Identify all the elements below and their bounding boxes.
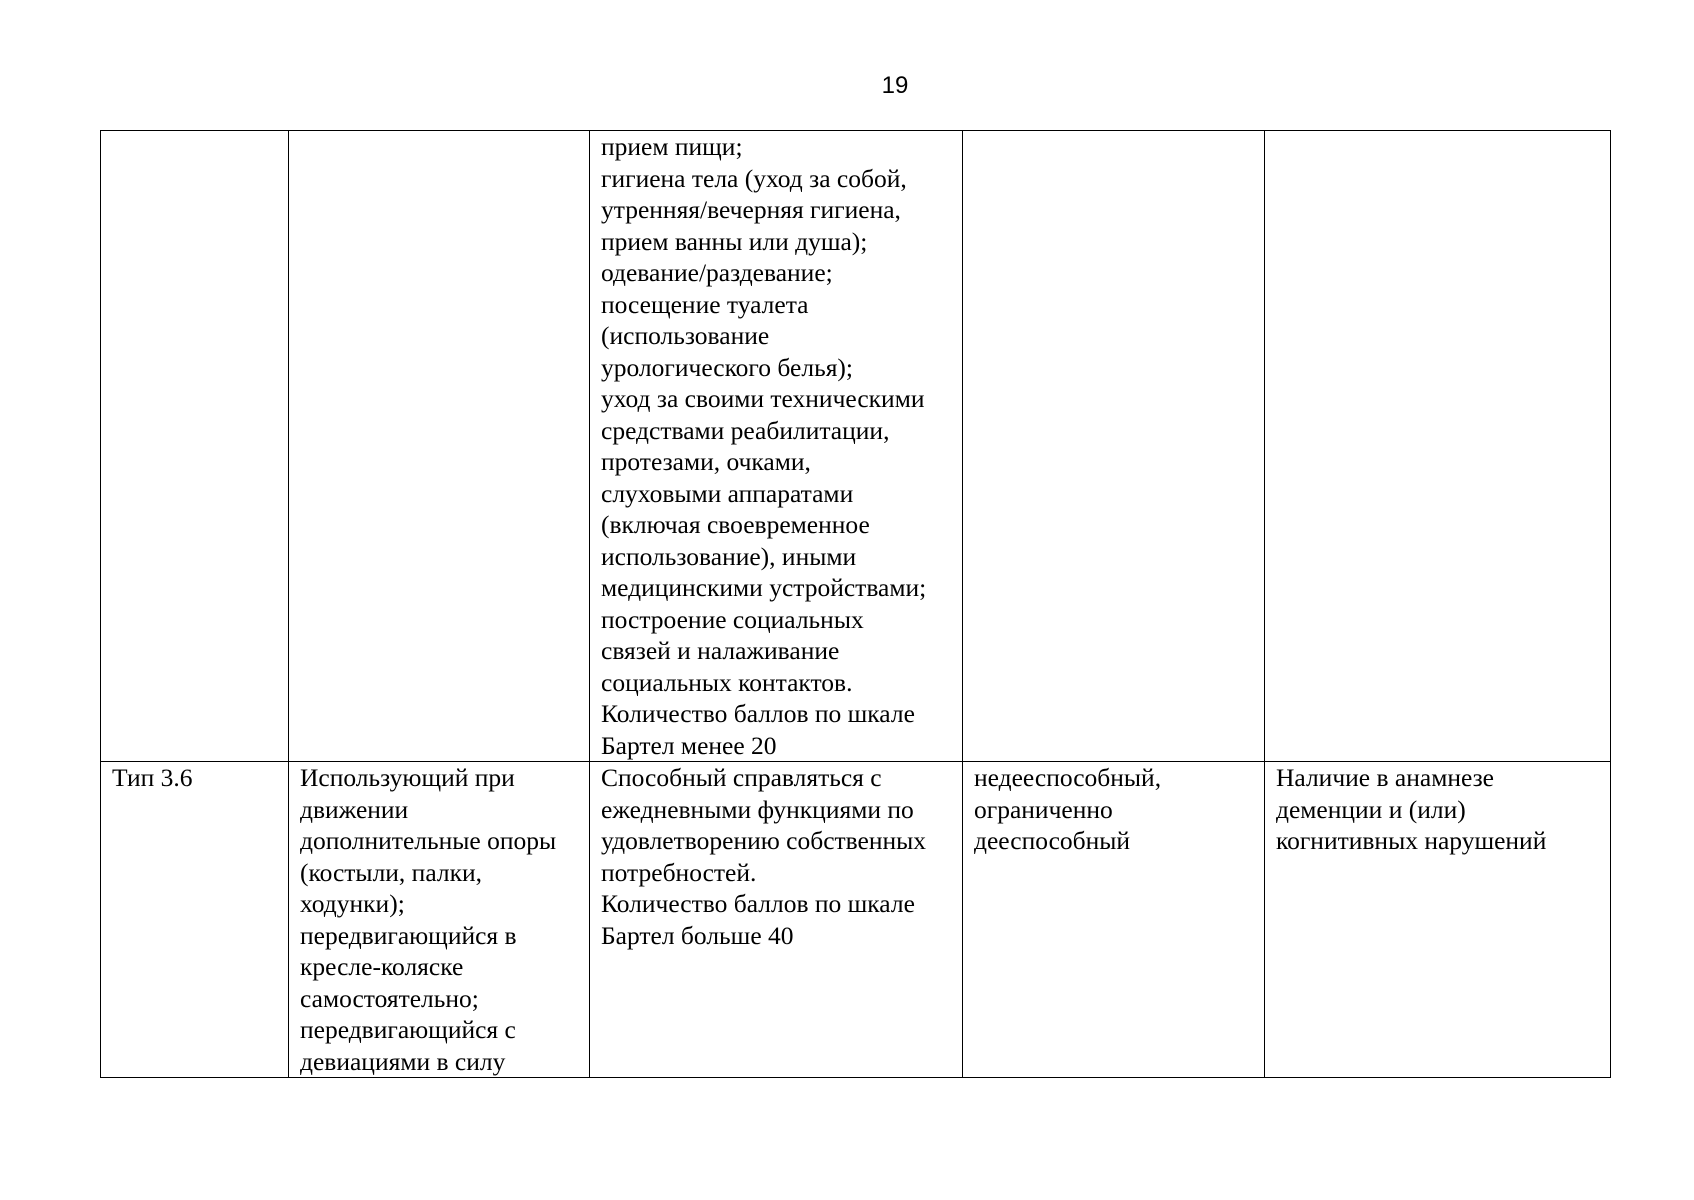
cell-text-line: прием ванны или душа); [601, 226, 868, 256]
mobility-cell [289, 131, 590, 762]
cell-text-line: Количество баллов по шкале [601, 699, 915, 728]
cell-text-line: социальных контактов. [601, 667, 853, 697]
cognitive-cell [1265, 762, 1611, 1078]
cell-text-line: использование), иными [601, 541, 857, 571]
type-label: Тип 3.6 [112, 763, 193, 792]
cell-text-line: кресле-коляске [300, 952, 464, 981]
self-care-cell [590, 131, 963, 762]
cell-text-line: средствами реабилитации, [601, 415, 890, 445]
cell-text-line: ограниченно [974, 794, 1113, 824]
cell-text-line: передвигающийся с [300, 1015, 516, 1044]
cell-text-line: гигиена тела (уход за собой, [601, 163, 907, 193]
legal-capacity-cell [963, 762, 1265, 1078]
table-row [101, 131, 1611, 762]
cell-text-line: движении [300, 794, 409, 824]
cell-text-line: посещение туалета [601, 289, 809, 319]
cell-text-line: медицинскими устройствами; [601, 573, 927, 602]
self-care-cell [590, 762, 963, 1078]
cell-text-line: построение социальных [601, 604, 864, 634]
cell-text-line: ходунки); [300, 889, 405, 918]
cell-text-line: удовлетворению собственных [601, 826, 927, 855]
type-cell [101, 762, 289, 1078]
cell-text-line: когнитивных нарушений [1276, 826, 1547, 855]
cell-text-line: потребностей. [601, 857, 757, 887]
cell-text-line: Способный справляться с [601, 763, 882, 792]
cell-text-line: передвигающийся в [300, 920, 517, 950]
page-number: 19 [881, 72, 909, 99]
type-cell [101, 131, 289, 762]
table-row [101, 762, 1611, 1078]
care-type-table [100, 130, 1611, 1078]
cell-text-line: недееспособный, [974, 763, 1162, 792]
cognitive-cell [1265, 131, 1611, 762]
cell-text-line: прием пищи; [601, 132, 743, 161]
cell-text-line: урологического белья); [601, 352, 853, 382]
cell-text-line: Использующий при [300, 763, 515, 792]
cell-text-line: протезами, очками, [601, 447, 811, 476]
cell-text-line: Бартел больше 40 [601, 920, 794, 950]
cell-text-line: утренняя/вечерняя гигиена, [601, 195, 901, 224]
cell-text-line: (костыли, палки, [300, 857, 483, 887]
cell-text-line: ежедневными функциями по [601, 794, 914, 824]
legal-capacity-cell [963, 131, 1265, 762]
cell-text-line: связей и налаживание [601, 636, 840, 665]
cell-text-line: уход за своими техническими [601, 384, 925, 413]
mobility-cell [289, 762, 590, 1078]
cell-text-line: самостоятельно; [300, 983, 479, 1013]
cell-text-line: (использование [601, 321, 770, 350]
cell-text-line: деменции и (или) [1276, 794, 1466, 824]
cell-text-line: Бартел менее 20 [601, 730, 777, 760]
cell-text-line: девиациями в силу [300, 1046, 506, 1076]
cell-text-line: дееспособный [974, 826, 1131, 855]
cell-text-line: слуховыми аппаратами [601, 478, 854, 508]
cell-text-line: Наличие в анамнезе [1276, 763, 1494, 792]
cell-text-line: (включая своевременное [601, 510, 870, 539]
cell-text-line: одевание/раздевание; [601, 258, 833, 287]
cell-text-line: дополнительные опоры [300, 826, 557, 855]
cell-text-line: Количество баллов по шкале [601, 889, 915, 918]
